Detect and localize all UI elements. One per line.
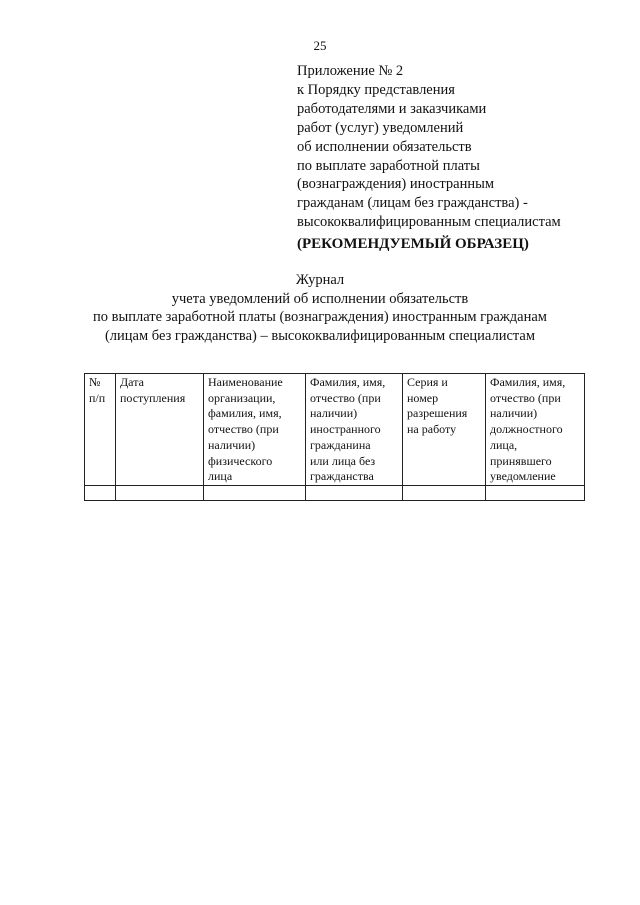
header-line: № <box>89 375 101 389</box>
header-line: лица, <box>490 437 518 452</box>
appendix-line: гражданам (лицам без гражданства) - <box>297 195 528 212</box>
appendix-line: работодателями и заказчиками <box>297 100 487 117</box>
table-cell <box>204 485 306 500</box>
header-line: наличии) <box>490 406 538 421</box>
header-line: отчество (при <box>310 390 381 405</box>
journal-table <box>84 373 585 501</box>
header-line: наличии) <box>208 437 256 452</box>
header-cell-foreign-citizen <box>306 374 403 486</box>
appendix-line: (вознаграждения) иностранным <box>297 176 495 193</box>
header-cell-number <box>85 374 116 486</box>
header-line: наличии) <box>310 406 358 421</box>
header-line: уведомление <box>490 469 556 484</box>
header-cell-permit <box>403 374 486 486</box>
header-line: или лица без <box>310 453 376 468</box>
appendix-line: об исполнении обязательств <box>297 138 472 155</box>
journal-title-line: по выплате заработной платы (вознаграждения) иностранным гражданам <box>93 309 547 325</box>
header-line: Дата <box>120 375 144 389</box>
header-line: гражданина <box>310 437 371 452</box>
appendix-line: к Порядку представления <box>297 81 455 98</box>
header-line: на работу <box>407 422 457 437</box>
header-line: Серия и <box>407 375 448 389</box>
header-line: Фамилия, имя, <box>310 375 386 389</box>
journal-title-line: Журнал <box>295 272 345 288</box>
header-line: организации, <box>208 390 276 405</box>
header-line: физического <box>208 453 273 468</box>
header-cell-organization <box>204 374 306 486</box>
header-line: должностного <box>490 422 563 437</box>
appendix-heading <box>297 62 617 232</box>
header-line: отчество (при <box>490 390 561 405</box>
header-line: Фамилия, имя, <box>490 375 566 389</box>
table-cell <box>85 485 116 500</box>
header-line: Наименование <box>208 375 283 389</box>
appendix-line: Приложение № 2 <box>297 63 404 79</box>
header-line: отчество (при <box>208 422 279 437</box>
header-line: фамилия, имя, <box>208 406 282 421</box>
appendix-line: по выплате заработной платы <box>297 157 480 174</box>
appendix-line: высококвалифицированным специалистам <box>297 214 561 231</box>
header-line: поступления <box>120 390 186 405</box>
journal-title-line: (лицам без гражданства) – высококвалифицированным специалистам <box>104 327 536 344</box>
journal-title-line: учета уведомлений об исполнении обязательств <box>171 290 469 307</box>
recommended-sample-label: (РЕКОМЕНДУЕМЫЙ ОБРАЗЕЦ) <box>297 236 529 252</box>
table-header-row <box>85 374 585 486</box>
page-number: 25 <box>313 38 327 53</box>
header-cell-official <box>486 374 585 486</box>
header-line: гражданства <box>310 469 374 484</box>
journal-title <box>0 271 640 345</box>
header-line: номер <box>407 390 439 405</box>
header-line: п/п <box>89 390 106 405</box>
table-cell <box>403 485 486 500</box>
table-cell <box>306 485 403 500</box>
table-cell <box>116 485 204 500</box>
header-line: разрешения <box>407 406 468 421</box>
header-line: иностранного <box>310 422 381 437</box>
header-line: принявшего <box>490 453 552 468</box>
header-cell-date <box>116 374 204 486</box>
appendix-line: работ (услуг) уведомлений <box>297 119 464 136</box>
table-cell <box>486 485 585 500</box>
header-line: лица <box>208 469 233 484</box>
table-row <box>85 485 585 500</box>
